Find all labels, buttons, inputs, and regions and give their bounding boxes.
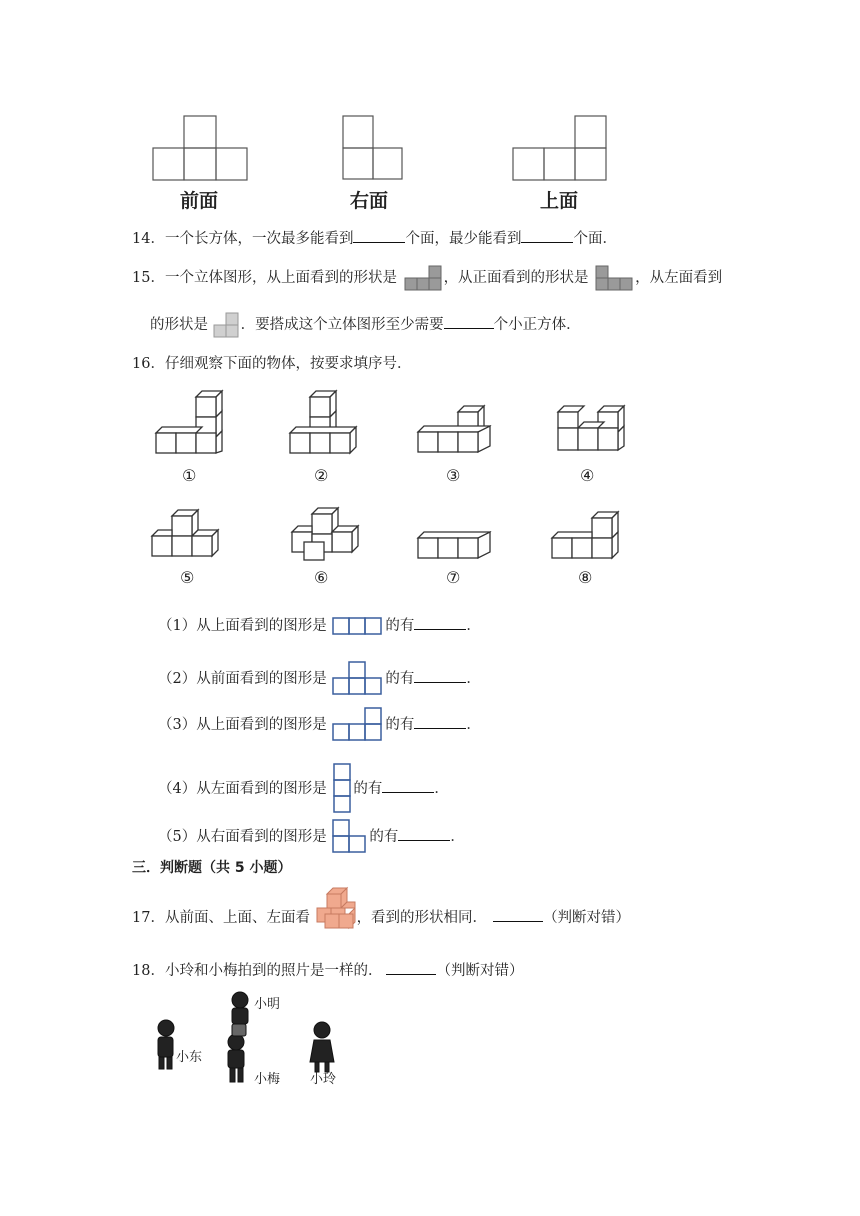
q18-blank[interactable] bbox=[386, 960, 436, 975]
q16-sub-1-prefix: （1）从上面看到的图形是 bbox=[158, 618, 327, 634]
q15-front-shape-icon bbox=[593, 264, 635, 292]
q15-text-6: 个小正方体． bbox=[493, 317, 581, 333]
question-17 bbox=[132, 906, 630, 930]
q15-number: 15． bbox=[132, 270, 165, 286]
q16-sub-5 bbox=[158, 818, 465, 856]
q15-text-1: 一个立体图形，从上面看到的形状是 bbox=[164, 270, 397, 286]
cube-figure-label-2: ② bbox=[314, 466, 329, 485]
q16-sub-1 bbox=[158, 614, 481, 637]
cube-figure-label-7: ⑦ bbox=[446, 568, 461, 587]
front-view-drawing bbox=[150, 112, 250, 182]
orange-cube-stack-icon bbox=[315, 886, 357, 930]
q14-text-2: 个面，最少能看到 bbox=[405, 231, 522, 247]
q16-sub-5-end: ． bbox=[450, 829, 465, 845]
top-view-drawing bbox=[510, 112, 610, 182]
q14-blank-2[interactable] bbox=[521, 228, 573, 243]
q16-number: 16． bbox=[132, 356, 165, 372]
q16-sub-1-blank[interactable] bbox=[414, 615, 466, 630]
q16-sub-4 bbox=[158, 762, 449, 816]
question-16 bbox=[132, 352, 411, 373]
q15-text-2: ，从正面看到的形状是 bbox=[443, 270, 589, 286]
q16-sub-1-suffix: 的有 bbox=[385, 618, 415, 634]
q16-sub-2 bbox=[158, 660, 481, 698]
cube-figure-3 bbox=[412, 400, 496, 455]
q15-text-5: ．要搭成这个立体图形至少需要 bbox=[240, 317, 444, 333]
name-label-mei: 小梅 bbox=[254, 1072, 281, 1087]
cube-figure-7 bbox=[412, 528, 496, 562]
cube-figure-label-4: ④ bbox=[580, 466, 595, 485]
question-18 bbox=[132, 959, 523, 980]
q16-sub-5-prefix: （5）从右面看到的图形是 bbox=[158, 829, 327, 845]
q16-sub-4-suffix: 的有 bbox=[353, 781, 383, 797]
q17-number: 17． bbox=[132, 910, 165, 926]
three-in-row-shape-icon bbox=[331, 615, 385, 637]
right-view-label: 右面 bbox=[350, 190, 389, 212]
q14-number: 14． bbox=[132, 231, 165, 247]
cube-figure-4 bbox=[552, 400, 632, 455]
q18-number: 18． bbox=[132, 963, 165, 979]
vertical-two-shape-icon bbox=[331, 762, 353, 816]
cube-figure-5 bbox=[146, 508, 230, 560]
q15-left-shape-icon bbox=[213, 311, 241, 339]
q18-text-1: 小玲和小梅拍到的照片是一样的． bbox=[164, 963, 383, 979]
section-3-title: 三．判断题（共 5 小题） bbox=[132, 860, 292, 876]
cube-figure-label-6: ⑥ bbox=[314, 568, 329, 587]
cube-figure-label-5: ⑤ bbox=[180, 568, 195, 587]
q16-sub-2-prefix: （2）从前面看到的图形是 bbox=[158, 671, 327, 687]
q15-blank[interactable] bbox=[444, 314, 494, 329]
q16-sub-2-blank[interactable] bbox=[414, 668, 466, 683]
q17-blank[interactable] bbox=[493, 907, 543, 922]
q16-sub-2-suffix: 的有 bbox=[385, 671, 415, 687]
cube-figure-2 bbox=[284, 385, 364, 455]
t-shape-icon bbox=[331, 660, 385, 698]
question-14 bbox=[132, 227, 617, 248]
q16-sub-2-end: ． bbox=[466, 671, 481, 687]
q15-text-3: ，从左面看到 bbox=[635, 270, 723, 286]
cube-figure-label-3: ③ bbox=[446, 466, 461, 485]
q16-sub-3-suffix: 的有 bbox=[385, 717, 415, 733]
q15-text-4: 的形状是 bbox=[150, 317, 208, 333]
cube-figure-1 bbox=[150, 385, 230, 455]
q14-blank-1[interactable] bbox=[353, 228, 405, 243]
q16-sub-5-blank[interactable] bbox=[398, 826, 450, 841]
q16-sub-3 bbox=[158, 706, 481, 744]
cube-figure-6 bbox=[286, 506, 366, 562]
cube-figure-label-1: ① bbox=[182, 466, 197, 485]
q16-sub-5-suffix: 的有 bbox=[369, 829, 399, 845]
q17-text-1: 从前面、上面、左面看 bbox=[164, 910, 310, 926]
q16-sub-4-blank[interactable] bbox=[382, 778, 434, 793]
top-view-label: 上面 bbox=[540, 190, 579, 212]
cube-figure-8 bbox=[546, 510, 626, 562]
question-15-line-1 bbox=[132, 264, 722, 292]
question-15-line-2 bbox=[150, 311, 581, 339]
front-view-label: 前面 bbox=[180, 190, 219, 212]
q16-sub-4-prefix: （4）从左面看到的图形是 bbox=[158, 781, 327, 797]
q16-sub-1-end: ． bbox=[466, 618, 481, 634]
l-shape-icon bbox=[331, 706, 385, 744]
cube-figure-label-8: ⑧ bbox=[578, 568, 593, 587]
corner-shape-icon bbox=[331, 818, 369, 856]
q14-text-1: 一个长方体，一次最多能看到 bbox=[164, 231, 354, 247]
q16-sub-3-blank[interactable] bbox=[414, 714, 466, 729]
q17-text-3: （判断对错） bbox=[543, 910, 631, 926]
right-view-drawing bbox=[340, 113, 405, 181]
q16-sub-4-end: ． bbox=[434, 781, 449, 797]
name-label-dong: 小东 bbox=[176, 1050, 203, 1065]
q16-text: 仔细观察下面的物体，按要求填序号． bbox=[164, 356, 412, 372]
q16-sub-3-prefix: （3）从上面看到的图形是 bbox=[158, 717, 327, 733]
q14-text-3: 个面． bbox=[573, 231, 617, 247]
q17-text-2: ，看到的形状相同． bbox=[356, 910, 488, 926]
name-label-ming: 小明 bbox=[254, 997, 281, 1012]
q16-sub-3-end: ． bbox=[466, 717, 481, 733]
q15-top-shape-icon bbox=[402, 264, 444, 292]
q18-text-2: （判断对错） bbox=[436, 963, 524, 979]
name-label-ling: 小玲 bbox=[310, 1072, 337, 1087]
